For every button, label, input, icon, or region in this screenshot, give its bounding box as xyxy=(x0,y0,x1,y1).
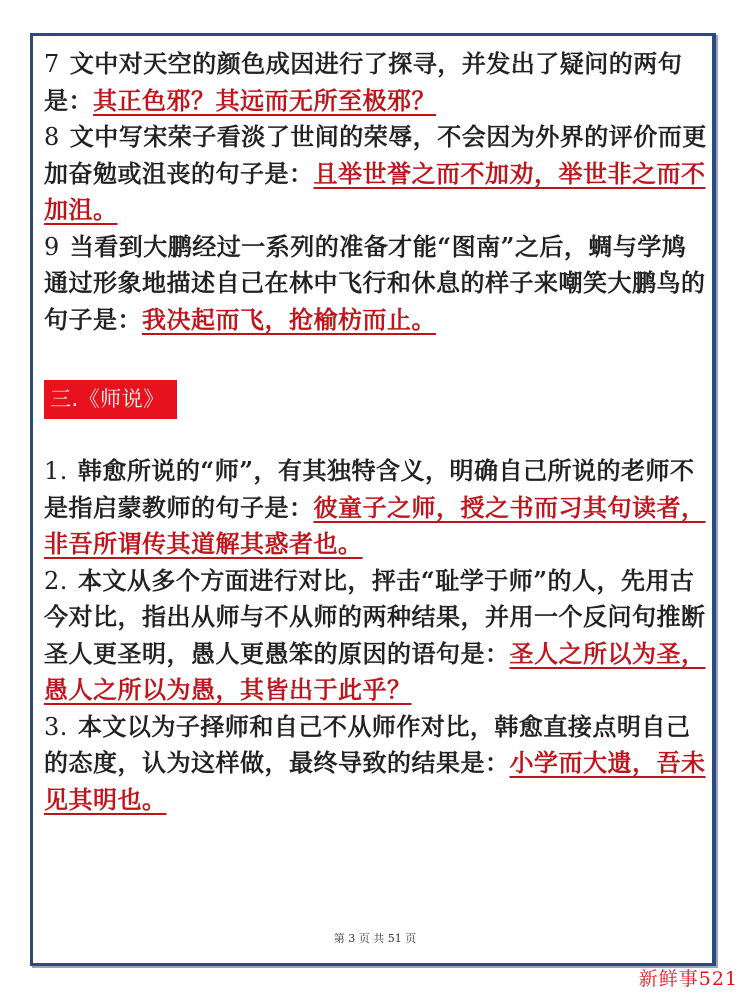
answer-text: 我决起而飞，抢榆枋而止。 xyxy=(142,304,436,334)
answer-text: 小学而大遗，吾未见其明也。 xyxy=(44,748,706,814)
page-number-footer: 第 3 页 共 51 页 xyxy=(333,932,417,945)
question-text: 韩愈所说的“师”，有其独特含义，明确自己所说的老师不是指启蒙教师的句子是： xyxy=(44,456,695,522)
question-item xyxy=(44,709,708,819)
question-text: 本文以为子择师和自己不从师作对比，韩愈直接点明自己的态度，认为这样做，最终导致的结果是： xyxy=(44,711,691,777)
watermark-logo: 新鲜事521 xyxy=(638,968,738,990)
answer-text: 且举世誉之而不加劝，举世非之而不加沮。 xyxy=(44,158,706,224)
question-number: 9 xyxy=(44,232,60,261)
question-number: 8 xyxy=(44,123,60,151)
question-number: 1. xyxy=(44,457,68,485)
question-item xyxy=(44,119,708,229)
question-text: 本文从多个方面进行对比，抨击“耻学于师”的人，先用古今对比，指出从师与不从师的两种结果，并用一个反问句推断圣人更圣明，愚人更愚笨的原因的语句是： xyxy=(44,565,706,668)
question-item xyxy=(44,46,708,119)
question-text: 当看到大鹏经过一系列的准备才能“图南”之后，蜩与学鸠通过形象地描述自己在林中飞行和休息的样子来嘲笑大鹏鸟的句子是： xyxy=(44,231,706,334)
answer-text: 其正色邪？其远而无所至极邪？ xyxy=(93,85,436,115)
question-number: 3. xyxy=(44,712,68,741)
question-item xyxy=(44,453,708,563)
answer-text: 彼童子之师，授之书而习其句读者，非吾所谓传其道解其惑者也。 xyxy=(44,492,706,558)
question-number: 2. xyxy=(44,566,68,595)
question-number: 7 xyxy=(44,50,60,78)
question-item xyxy=(44,229,708,339)
question-item xyxy=(44,563,708,709)
answer-text: 圣人之所以为圣，愚人之所以为愚，其皆出于此乎？ xyxy=(44,638,706,704)
section-heading: 三.《师说》 xyxy=(44,380,177,419)
question-text: 文中写宋荣子看淡了世间的荣辱，不会因为外界的评价而更加奋勉或沮丧的句子是： xyxy=(44,122,707,188)
document-body xyxy=(44,46,708,818)
question-text: 文中对天空的颜色成因进行了探寻，并发出了疑问的两句是： xyxy=(44,49,683,115)
